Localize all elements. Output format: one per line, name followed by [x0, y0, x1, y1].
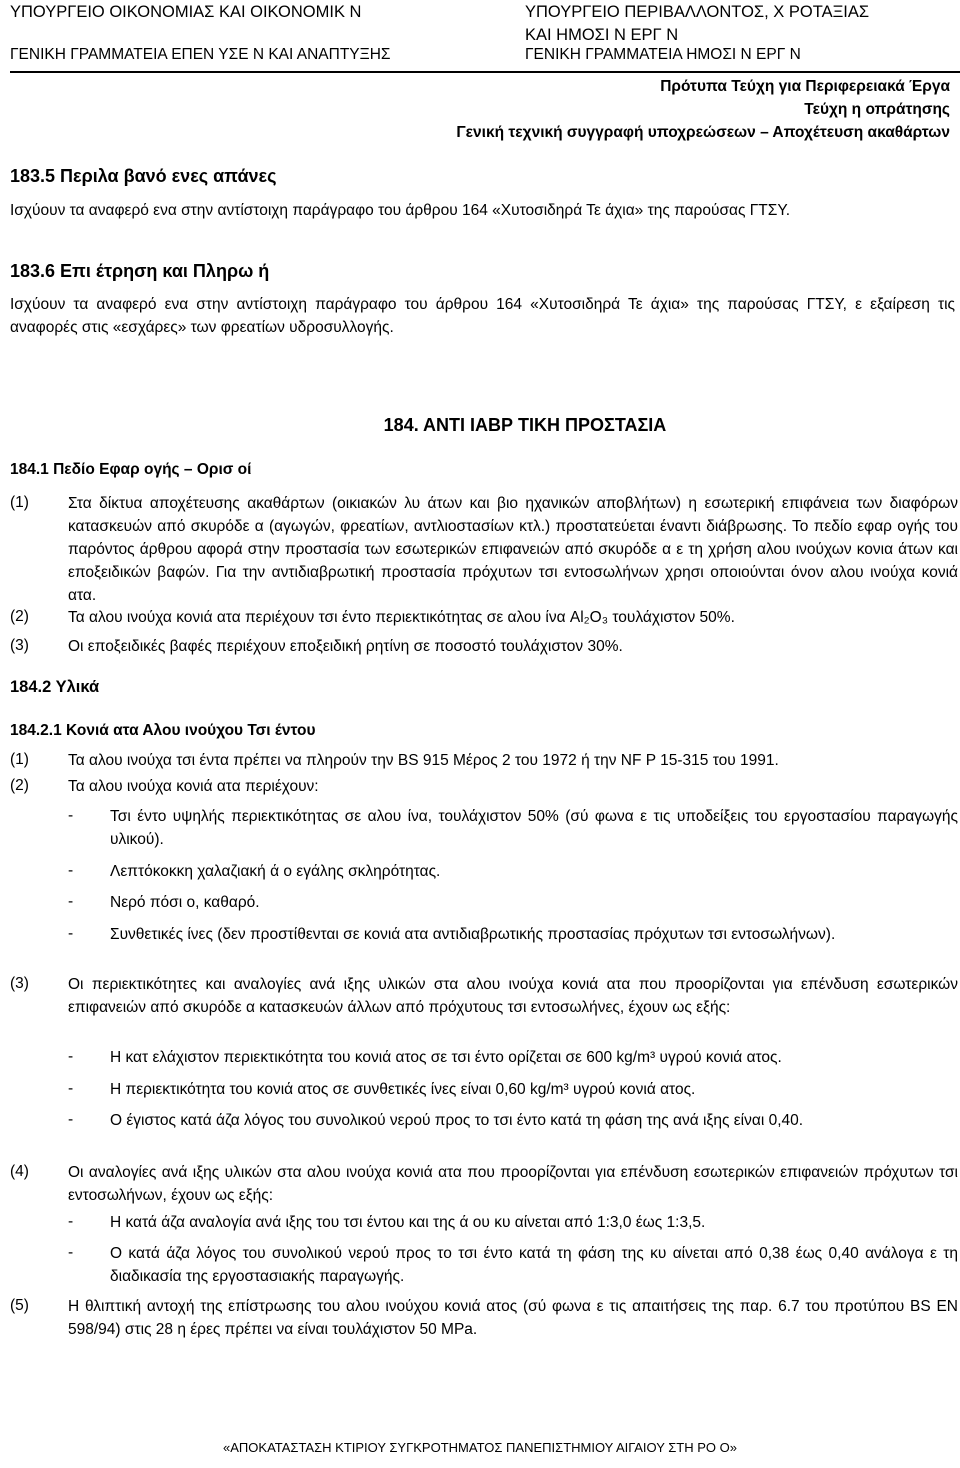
- list-item: Ο κατά άζα λόγος του συνολικού νερού προς το τσι έντο κατά τη φάση της κυ αίνεται από 0,38 έως 0,40 ανάλογα ε τη διαδικασία της εργοστασιακής παραγωγής.: [110, 1245, 958, 1285]
- list-item: Η περιεκτικότητα του κονιά ατος σε συνθετικές ίνες είναι 0,60 kg/m³ υγρού κονιά ατος.: [110, 1081, 696, 1098]
- article-184-title: 184. ΑΝΤΙ ΙΑΒΡ ΤΙΚΗ ΠΡΟΣΤΑΣΙΑ: [383, 415, 667, 435]
- section-184-2-title: 184.2 Υλικά: [10, 678, 100, 696]
- section-183-6-body: Ισχύουν τα αναφερό ενα στην αντίστοιχη παράγραφο του άρθρου 164 «Χυτοσιδηρά Τε άχια» της παρούσας ΓΤΣΥ, ε εξαίρεση τις αναφορές στις «εσχάρες» των φρεατίων υδροσυλλογής.: [10, 296, 955, 336]
- ministry-left-title: ΥΠΟΥΡΓΕΙΟ ΟΙΚΟΝΟΜΙΑΣ ΚΑΙ ΟΙΚΟΝΟΜΙΚ Ν: [10, 3, 362, 21]
- list-bullet: -: [68, 1080, 74, 1097]
- item-number: (2): [10, 777, 29, 794]
- subheader-line-3: Γενική τεχνική συγγραφή υποχρεώσεων – Αποχέτευση ακαθάρτων: [456, 124, 950, 141]
- item-number: (3): [10, 637, 29, 654]
- list-bullet: -: [68, 1048, 74, 1065]
- item-number: (3): [10, 975, 29, 992]
- item-number: (5): [10, 1297, 29, 1314]
- section-183-5-body: Ισχύουν τα αναφερό ενα στην αντίστοιχη παράγραφο του άρθρου 164 «Χυτοσιδηρά Τε άχια» της παρούσας ΓΤΣΥ.: [10, 202, 791, 219]
- item-text: Στα δίκτυα αποχέτευσης ακαθάρτων (οικιακών λυ άτων και βιο ηχανικών αποβλήτων) η εσωτερική επιφάνεια των διαφόρων κατασκευών από σκυρόδε α (αγωγών, φρεατίων, αντλιοστασίων κτλ.) προστατεύεται έναντι διάβρωσης. Το πεδίο εφαρ ογής του παρόντος άρθρου αφορά στην προστασία των εσωτερικών επιφανειών από σκυρόδε α ε τη χρήση αλου ινούχων κονια άτων και εποξειδικών βαφών. Για την αντιδιαβρωτική προστασία πρόχυτων τσι εντοσωλήνων χρησι οποιούνται όνον αλου ινούχα κονιά ατα.: [68, 495, 958, 604]
- item-text: Τα αλου ινούχα κονιά ατα περιέχουν τσι έντο περιεκτικότητας σε αλου ίνα Al₂O₃ τουλάχιστον 50%.: [68, 609, 735, 626]
- page-footer: «ΑΠΟΚΑΤΑΣΤΑΣΗ ΚΤΙΡΙΟΥ ΣΥΓΚΡΟΤΗΜΑΤΟΣ ΠΑΝΕΠΙΣΤΗΜΙΟΥ ΑΙΓΑΙΟΥ ΣΤΗ ΡΟ Ο»: [223, 1440, 737, 1455]
- ministry-right-title-2: ΚΑΙ ΗΜΟΣΙ Ν ΕΡΓ Ν: [525, 26, 679, 44]
- item-text: Τα αλου ινούχα κονιά ατα περιέχουν:: [68, 778, 319, 795]
- item-text: Η θλιπτική αντοχή της επίστρωσης του αλου ινούχου κονιά ατος (σύ φωνα ε τις απαιτήσεις της παρ. 6.7 του προτύπου BS EN 598/94) στις 28 η έρες πρέπει να είναι τουλάχιστον 50 MPa.: [68, 1298, 958, 1338]
- section-184-2-1-title: 184.2.1 Κονιά ατα Αλου ινούχου Τσι έντου: [10, 722, 316, 739]
- list-bullet: -: [68, 1213, 74, 1230]
- list-item: Η κατ ελάχιστον περιεκτικότητα του κονιά ατος σε τσι έντο ορίζεται σε 600 kg/m³ υγρού κονιά ατος.: [110, 1049, 782, 1066]
- ministry-right-subtitle: ΓΕΝΙΚΗ ΓΡΑΜΜΑΤΕΙΑ ΗΜΟΣΙ Ν ΕΡΓ Ν: [525, 46, 801, 63]
- item-text: Οι εποξειδικές βαφές περιέχουν εποξειδική ρητίνη σε ποσοστό τουλάχιστον 30%.: [68, 638, 623, 655]
- section-184-1-title: 184.1 Πεδίο Εφαρ ογής – Ορισ οί: [10, 461, 252, 478]
- ministry-left-subtitle: ΓΕΝΙΚΗ ΓΡΑΜΜΑΤΕΙΑ ΕΠΕΝ ΥΣΕ Ν ΚΑΙ ΑΝΑΠΤΥΞΗΣ: [10, 46, 391, 63]
- section-183-6-title: 183.6 Επι έτρηση και Πληρω ή: [10, 261, 270, 281]
- ministry-right-title: ΥΠΟΥΡΓΕΙΟ ΠΕΡΙΒΑΛΛΟΝΤΟΣ, Χ ΡΟΤΑΞΙΑΣ: [525, 3, 870, 21]
- list-item: Ο έγιστος κατά άζα λόγος του συνολικού νερού προς το τσι έντο κατά τη φάση της ανά ιξης είναι 0,40.: [110, 1112, 804, 1129]
- item-text: Οι αναλογίες ανά ιξης υλικών στα αλου ινούχα κονιά ατα που προορίζονται για επένδυση εσωτερικών επιφανειών πρόχυτων τσι εντοσωλήνων, έχουν ως εξής:: [68, 1164, 958, 1204]
- item-number: (1): [10, 751, 29, 768]
- list-item: Νερό πόσι ο, καθαρό.: [110, 894, 260, 911]
- list-bullet: -: [68, 1111, 74, 1128]
- list-bullet: -: [68, 807, 74, 824]
- subheader-line-1: Πρότυπα Τεύχη για Περιφερειακά Έργα: [660, 78, 950, 95]
- list-bullet: -: [68, 893, 74, 910]
- header-divider: [10, 71, 960, 73]
- item-text: Οι περιεκτικότητες και αναλογίες ανά ιξης υλικών στα αλου ινούχα κονιά ατα που προορίζονται για επένδυση εσωτερικών επιφανειών από σκυρόδε α κατασκευών άλλων από πρόχυτους τσι εντοσωλήνες, έχουν ως εξής:: [68, 976, 958, 1016]
- list-item: Συνθετικές ίνες (δεν προστίθενται σε κονιά ατα αντιδιαβρωτικής προστασίας πρόχυτων τσι εντοσωλήνων).: [110, 926, 836, 943]
- list-bullet: -: [68, 1244, 74, 1261]
- list-item: Λεπτόκοκκη χαλαζιακή ά ο εγάλης σκληρότητας.: [110, 863, 441, 880]
- subheader-line-2: Τεύχη η οπράτησης: [804, 101, 950, 118]
- item-text: Τα αλου ινούχα τσι έντα πρέπει να πληρούν την BS 915 Μέρος 2 του 1972 ή την NF P 15-315 του 1991.: [68, 752, 779, 769]
- item-number: (1): [10, 494, 29, 511]
- list-bullet: -: [68, 925, 74, 942]
- section-183-5-title: 183.5 Περιλα βανό ενες απάνες: [10, 166, 277, 186]
- item-number: (4): [10, 1163, 29, 1180]
- list-item: Τσι έντο υψηλής περιεκτικότητας σε αλου ίνα, τουλάχιστον 50% (σύ φωνα ε τις υποδείξεις του εργοστασίου παραγωγής υλικού).: [110, 808, 958, 848]
- item-number: (2): [10, 608, 29, 625]
- list-bullet: -: [68, 862, 74, 879]
- list-item: Η κατά άζα αναλογία ανά ιξης του τσι έντου και της ά ου κυ αίνεται από 1:3,0 έως 1:3,5.: [110, 1214, 706, 1231]
